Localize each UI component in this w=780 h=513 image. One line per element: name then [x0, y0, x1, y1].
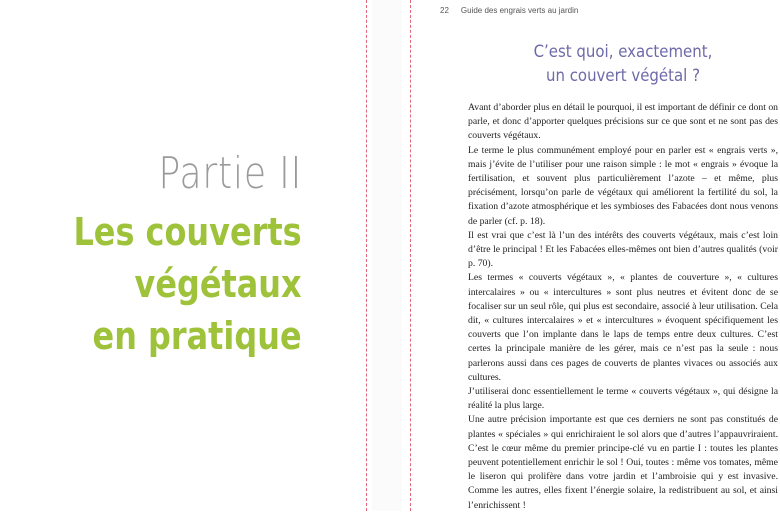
part-title-line: végétaux	[134, 262, 302, 306]
paragraph: J’utiliserai donc essentiellement le terme « couverts végétaux », qui désigne la réalité la plus large.	[468, 386, 778, 412]
body-text	[468, 101, 778, 513]
running-head-title: Guide des engrais verts au jardin	[460, 6, 579, 15]
part-title-line: en pratique	[92, 314, 302, 358]
crop-mark-left	[366, 0, 367, 511]
chapter-title-line: un couvert végétal ?	[545, 66, 701, 86]
chapter-title-line: C’est quoi, exactement,	[533, 42, 713, 62]
left-page	[0, 0, 372, 511]
paragraph: Une autre précision importante est que ces derniers ne sont pas constitués de plantes « spéciales » qui enrichiraient le sol alors que d’autres l’appauvriraient. C’est le cœur même du premier principe-clé vu en partie I : toutes les plantes peuvent potentiellement enrichir le sol ! Oui, toutes : même vos tomates, même le liseron qui prolifère dans votre jardin et l’ambroisie qui y est invasive. Comme les autres, elles fixent l’énergie solaire, la redistribuent au sol, et ainsi l’enrichissent !	[468, 414, 778, 511]
crop-mark-right	[410, 0, 411, 511]
part-label: Partie II	[158, 148, 302, 199]
paragraph: Les termes « couverts végétaux », « plantes de couverture », « cultures intercalaires » ou « intercultures » sont plus neutres et évitent donc de se focaliser sur un seul rôle, qui plus est secondaire, associé à leur utilisation. Cela dit, « cultures intercalaires » et « intercultures » évoquent spécifiquement les couverts que l’on implante dans le laps de temps entre deux cultures. C’est certes la principale manière de les gérer, mais ce n’est pas la seule : nous parlerons aussi dans ces pages de couverts de plantes vivaces ou associés aux cultures.	[468, 272, 778, 383]
paragraph: Le terme le plus communément employé pour en parler est « engrais verts », mais j’évite de l’utiliser pour une raison simple : le mot « engrais » évoque la fertilisation, et souvent plus particulièrement l’azote – et même, plus précisément, lorsqu’on parle de végétaux qui améliorent la fertilité du sol, la fixation d’azote atmosphérique et les symbioses des Fabacées dont nous venons de parler (cf. p. 18).	[468, 144, 778, 227]
paragraph: Avant d’aborder plus en détail le pourquoi, il est important de définir ce dont on parle, et donc d’apporter quelques précisions sur ce que sont et ne sont pas des couverts végétaux.	[468, 102, 779, 142]
chapter-title	[487, 40, 760, 88]
book-gutter	[372, 0, 402, 511]
part-title-line: Les couverts	[73, 210, 302, 254]
page-number: 22	[440, 6, 449, 15]
part-title	[74, 206, 302, 362]
paragraph: Il est vrai que c’est là l’un des intérêts des couverts végétaux, mais c’est loin d’être le principal ! Et les Fabacées elles-mêmes ont bien d’autres qualités (voir p. 70).	[468, 229, 778, 270]
running-head	[440, 6, 578, 15]
